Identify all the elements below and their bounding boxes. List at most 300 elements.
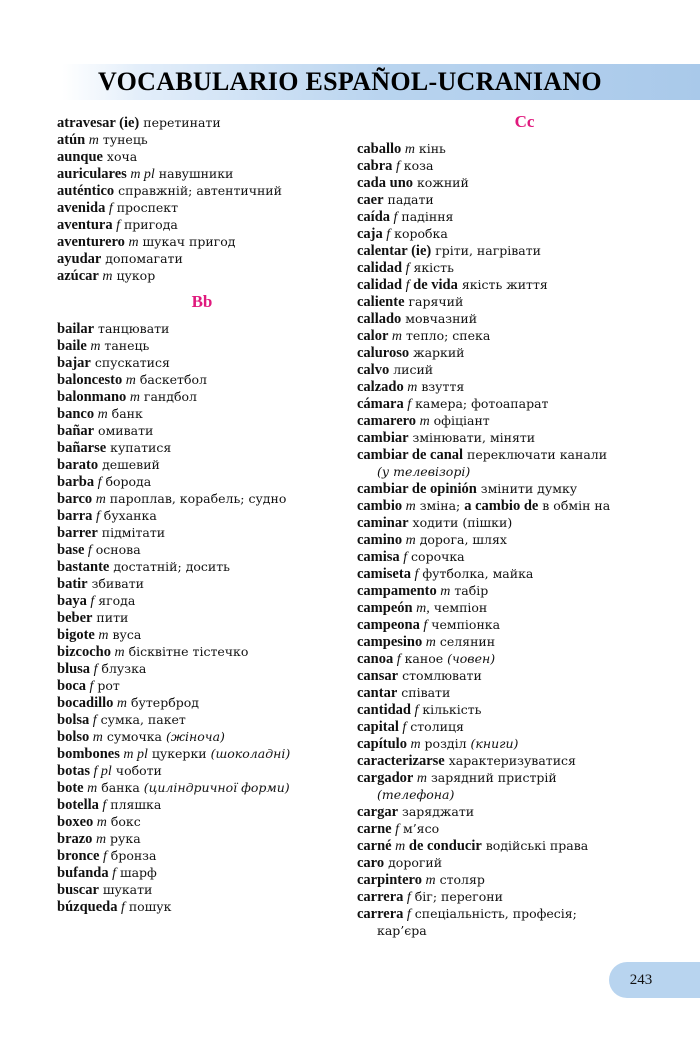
right-column [357, 114, 692, 939]
grammar-label: f [112, 218, 120, 233]
vocab-entry [57, 216, 347, 233]
vocab-entry [357, 497, 692, 514]
vocab-entry [357, 803, 692, 820]
translation: столиця [406, 719, 464, 734]
translation: бронза [106, 848, 157, 863]
grammar-label: m [92, 492, 106, 507]
translation: шукати [98, 882, 153, 897]
vocab-entry [57, 609, 347, 626]
vocab-entry [357, 599, 692, 616]
translation: спеціальність, професія; [410, 906, 577, 921]
grammar-label: m [83, 781, 98, 796]
translation: сумка, пакет [96, 712, 186, 727]
vocab-entry [357, 191, 692, 208]
headword: carrera [357, 906, 404, 922]
translation: ходити (пішки) [408, 515, 513, 530]
grammar-label: f [411, 703, 419, 718]
vocab-entry [57, 422, 347, 439]
vocab-entry [357, 905, 692, 922]
vocab-entry [357, 718, 692, 735]
vocab-entry [57, 490, 347, 507]
grammar-label: f [108, 866, 116, 881]
grammar-label: f [403, 907, 411, 922]
translation: сорочка [407, 549, 465, 564]
headword: cambio [357, 498, 403, 514]
headword: campeona [357, 617, 420, 633]
vocab-entry [357, 769, 692, 786]
headword: auriculares [57, 166, 127, 182]
headword: capítulo [357, 736, 407, 752]
vocab-entry [357, 667, 692, 684]
grammar-label: m [85, 133, 99, 148]
translation: кожний [413, 175, 469, 190]
headword: bote [57, 780, 84, 796]
grammar-label: f [382, 227, 391, 242]
headword: caída [357, 209, 391, 225]
entries-b [57, 320, 347, 915]
headword: cámara [357, 396, 404, 412]
vocab-entry [57, 473, 347, 490]
grammar-label: m [92, 832, 107, 847]
headword: aventura [57, 217, 113, 233]
translation: цукерки [147, 746, 211, 761]
vocab-entry [57, 250, 347, 267]
entry-continuation [357, 786, 692, 803]
headword: bailar [57, 321, 95, 337]
translation: банка [97, 780, 144, 795]
translation: заряджати [398, 804, 475, 819]
grammar-label: m [388, 329, 403, 344]
headword: búzqueda [57, 899, 118, 915]
grammar-label: f [117, 900, 125, 915]
translation: чоботи [111, 763, 162, 778]
translation: співати [397, 685, 451, 700]
headword: avenida [57, 200, 106, 216]
headword: bufanda [57, 865, 109, 881]
translation: характеризуватися [444, 753, 576, 768]
vocab-entry [57, 165, 347, 182]
grammar-label: f [393, 652, 401, 667]
translation: підмітати [97, 525, 166, 540]
translation: шарф [115, 865, 157, 880]
headword: balonmano [57, 389, 127, 405]
vocab-entry [357, 582, 692, 599]
translation: навушники [154, 166, 234, 181]
vocab-entry [57, 830, 347, 847]
translation: столяр [435, 872, 485, 887]
headword: carne [357, 821, 392, 837]
translation: танцювати [94, 321, 170, 336]
headword: barra [57, 508, 93, 524]
grammar-label: f [419, 618, 428, 633]
vocab-entry [57, 728, 347, 745]
grammar-label: f [86, 679, 94, 694]
grammar-label: m [94, 407, 108, 422]
headword: bolsa [57, 712, 90, 728]
headword-extension: de vida [409, 277, 458, 293]
headword: campamento [357, 583, 437, 599]
grammar-label: m [416, 414, 430, 429]
headword: caer [357, 192, 384, 208]
translation: табір [450, 583, 489, 598]
vocab-entry [57, 524, 347, 541]
translation: дорога, шлях [415, 532, 507, 547]
grammar-label: f [391, 822, 400, 837]
headword: camino [357, 532, 403, 548]
vocab-entry [357, 837, 692, 854]
headword: bañarse [57, 440, 107, 456]
headword: aunque [57, 149, 103, 165]
grammar-label: f [398, 720, 407, 735]
headword: caballo [357, 141, 402, 157]
translation: омивати [94, 423, 154, 438]
headword: banco [57, 406, 95, 422]
headword: baloncesto [57, 372, 123, 388]
vocab-entry [357, 395, 692, 412]
headword: canoa [357, 651, 394, 667]
grammar-label: m [93, 815, 107, 830]
grammar-label: f [94, 475, 102, 490]
vocab-entry [357, 378, 692, 395]
vocab-entry [57, 558, 347, 575]
headword: cargador [357, 770, 414, 786]
grammar-label: m [402, 499, 416, 514]
headword: beber [57, 610, 93, 626]
translation: вуса [108, 627, 142, 642]
translation: перетинати [139, 115, 221, 130]
headword: batir [57, 576, 88, 592]
vocab-entry [57, 660, 347, 677]
headword: botella [57, 797, 99, 813]
grammar-label: m [421, 873, 436, 888]
translation: бісквітне тістечко [124, 644, 249, 659]
headword: aventurero [57, 234, 125, 250]
vocab-entry [57, 114, 347, 131]
translation: тунець [98, 132, 148, 147]
vocab-entry [57, 796, 347, 813]
headword: callado [357, 311, 402, 327]
vocab-entry [57, 677, 347, 694]
vocab-entry [57, 182, 347, 199]
translation: падіння [397, 209, 454, 224]
translation: збивати [87, 576, 144, 591]
grammar-label: m [401, 142, 415, 157]
headword-extension: de conducir [405, 838, 482, 854]
vocab-entry [57, 456, 347, 473]
translation: гарячий [404, 294, 464, 309]
translation: справжній; автентичний [114, 183, 282, 198]
headword: carrera [357, 889, 404, 905]
left-column [57, 114, 347, 915]
headword: barato [57, 457, 99, 473]
translation: ягода [94, 593, 136, 608]
translation: тепло; спека [402, 328, 491, 343]
translation: камера; фотоапарат [411, 396, 549, 411]
vocab-entry [357, 650, 692, 667]
translation: якість життя [457, 277, 548, 292]
vocab-entry [357, 361, 692, 378]
translation: пошук [124, 899, 172, 914]
headword: bronce [57, 848, 100, 864]
translation: гріти, нагрівати [431, 243, 542, 258]
page-title: VOCABULARIO ESPAÑOL-UCRANIANO [98, 67, 602, 96]
headword: cantidad [357, 702, 411, 718]
grammar-label: f [402, 278, 410, 293]
grammar-label: m, [412, 601, 430, 616]
translation: бокс [106, 814, 141, 829]
headword: caro [357, 855, 385, 871]
headword: cambiar de canal [357, 447, 464, 463]
translation: футболка, майка [418, 566, 534, 581]
grammar-label: m [126, 390, 140, 405]
vocab-entry [357, 684, 692, 701]
grammar-label: m [89, 730, 103, 745]
vocab-entry [57, 626, 347, 643]
grammar-label: m [122, 373, 136, 388]
headword: carné [357, 838, 392, 854]
headword: cantar [357, 685, 398, 701]
translation: буханка [99, 508, 157, 523]
vocab-entry [57, 711, 347, 728]
headword: caja [357, 226, 383, 242]
vocab-entry [357, 701, 692, 718]
translation: взуття [417, 379, 465, 394]
grammar-label: f [98, 798, 107, 813]
grammar-label: m [110, 645, 125, 660]
vocab-entry [357, 327, 692, 344]
vocab-entry [357, 735, 692, 752]
translation: зарядний пристрій [427, 770, 557, 785]
vocab-entry [357, 616, 692, 633]
entry-continuation-text: (телефона) [377, 787, 455, 802]
translation: шукач пригод [138, 234, 236, 249]
grammar-label: f [399, 550, 408, 565]
translation: переключати канали [463, 447, 608, 462]
grammar-label: f [86, 594, 95, 609]
headword: cambiar de opinión [357, 481, 477, 497]
grammar-label: f [392, 159, 400, 174]
headword: calentar (ie) [357, 243, 432, 259]
headword: calor [357, 328, 389, 344]
vocab-entry [357, 225, 692, 242]
vocab-entry [57, 371, 347, 388]
vocab-entry [57, 541, 347, 558]
translation: стомлювати [398, 668, 482, 683]
headword: bajar [57, 355, 91, 371]
grammar-label: f [410, 567, 419, 582]
headword: brazo [57, 831, 93, 847]
vocab-entry [357, 310, 692, 327]
grammar-label: f [89, 713, 97, 728]
translation: водійські права [481, 838, 589, 853]
headword: camiseta [357, 566, 411, 582]
vocab-entry [357, 514, 692, 531]
translation: гандбол [139, 389, 197, 404]
translation: борода [101, 474, 152, 489]
vocab-entry [57, 898, 347, 915]
vocab-entry [57, 847, 347, 864]
vocab-entry [357, 174, 692, 191]
headword: baya [57, 593, 87, 609]
vocab-entry [57, 148, 347, 165]
headword: caluroso [357, 345, 410, 361]
headword: base [57, 542, 85, 558]
vocab-entry [57, 779, 347, 796]
translation-extra: в обмін на [538, 498, 611, 513]
grammar-label: m [124, 235, 139, 250]
vocab-entry [357, 565, 692, 582]
vocab-entry [57, 575, 347, 592]
vocab-entry [57, 864, 347, 881]
headword: camisa [357, 549, 400, 565]
letter-heading-b: Bb [191, 292, 213, 311]
grammar-label: f [403, 397, 412, 412]
translation: пити [92, 610, 129, 625]
vocab-entry [357, 854, 692, 871]
headword: atún [57, 132, 86, 148]
translation-note: (шоколадні) [210, 746, 291, 761]
headword: bigote [57, 627, 95, 643]
vocab-entry [357, 446, 692, 463]
vocab-entry [357, 293, 692, 310]
headword: barrer [57, 525, 98, 541]
translation: змінити думку [476, 481, 578, 496]
vocab-entry [357, 820, 692, 837]
headword: calzado [357, 379, 404, 395]
vocab-entry [357, 412, 692, 429]
vocab-entry [357, 276, 692, 293]
vocab-entry [57, 643, 347, 660]
translation: кількість [418, 702, 482, 717]
headword-extension: a cambio de [464, 498, 539, 514]
vocab-entry [357, 531, 692, 548]
vocab-entry [57, 388, 347, 405]
grammar-label: f [402, 261, 410, 276]
vocab-entry [57, 745, 347, 762]
vocab-entry [57, 267, 347, 284]
translation: бутерброд [127, 695, 199, 710]
grammar-label: m [436, 584, 451, 599]
headword: cambiar [357, 430, 409, 446]
headword: buscar [57, 882, 99, 898]
headword: boxeo [57, 814, 94, 830]
vocab-entry [57, 439, 347, 456]
translation: зміна; [415, 498, 465, 513]
vocab-entry [357, 633, 692, 650]
translation: дорогий [384, 855, 443, 870]
vocab-entry [57, 233, 347, 250]
headword: atravesar (ie) [57, 115, 140, 131]
headword: carpintero [357, 872, 422, 888]
translation: розділ [420, 736, 471, 751]
translation: пригода [119, 217, 178, 232]
grammar-label: m [98, 269, 113, 284]
vocab-entry [357, 157, 692, 174]
vocab-entry [357, 140, 692, 157]
vocab-entry [57, 199, 347, 216]
vocab-entry [357, 871, 692, 888]
headword: cansar [357, 668, 399, 684]
translation-note: (циліндричної форми) [143, 780, 290, 795]
translation: м’ясо [399, 821, 440, 836]
headword: cabra [357, 158, 393, 174]
vocab-entry [57, 881, 347, 898]
translation: селянин [435, 634, 496, 649]
translation-note: (жіноча) [165, 729, 225, 744]
translation: основа [91, 542, 141, 557]
grammar-label: f [403, 890, 411, 905]
translation: спускатися [90, 355, 170, 370]
headword: caliente [357, 294, 405, 310]
headword: barba [57, 474, 95, 490]
translation: дешевий [98, 457, 160, 472]
translation: пароплав, корабель; судно [105, 491, 287, 506]
translation: пляшка [106, 797, 162, 812]
headword: ayudar [57, 251, 102, 267]
translation: рука [106, 831, 141, 846]
grammar-label: f [390, 210, 398, 225]
translation: чемпіон [429, 600, 488, 615]
vocab-entry [57, 762, 347, 779]
translation: танець [100, 338, 150, 353]
vocab-entry [357, 242, 692, 259]
vocab-entry [57, 405, 347, 422]
translation: кінь [414, 141, 446, 156]
vocab-entry [357, 208, 692, 225]
translation: падати [383, 192, 434, 207]
grammar-label: f pl [90, 764, 112, 779]
headword: caracterizarse [357, 753, 445, 769]
headword: bizcocho [57, 644, 111, 660]
grammar-label: f [105, 201, 113, 216]
translation-note: (човен) [447, 651, 496, 666]
translation: чемпіонка [427, 617, 501, 632]
vocab-entry [57, 354, 347, 371]
entries-c [357, 140, 692, 939]
translation: проспект [112, 200, 179, 215]
translation: баскетбол [135, 372, 207, 387]
headword: bastante [57, 559, 110, 575]
vocab-entry [357, 548, 692, 565]
translation: рот [93, 678, 120, 693]
translation: сумочка [102, 729, 166, 744]
vocab-entry [57, 592, 347, 609]
translation: офіціант [429, 413, 490, 428]
grammar-label: f [92, 509, 100, 524]
grammar-label: m pl [126, 167, 155, 182]
headword: bolso [57, 729, 90, 745]
headword: calvo [357, 362, 390, 378]
entries-a [57, 114, 347, 284]
grammar-label: m [406, 737, 421, 752]
page-number: 243 [629, 972, 653, 988]
translation: коза [399, 158, 434, 173]
translation: банк [107, 406, 143, 421]
headword: calidad [357, 277, 403, 293]
headword: bañar [57, 423, 95, 439]
vocab-entry [357, 429, 692, 446]
grammar-label: m [94, 628, 109, 643]
vocab-entry [357, 752, 692, 769]
headword: blusa [57, 661, 91, 677]
grammar-label: m [422, 635, 436, 650]
translation: коробка [390, 226, 448, 241]
letter-heading-c: Cc [514, 112, 535, 131]
translation: лисий [389, 362, 434, 377]
grammar-label: f [99, 849, 107, 864]
grammar-label: f [90, 662, 98, 677]
headword: azúcar [57, 268, 99, 284]
